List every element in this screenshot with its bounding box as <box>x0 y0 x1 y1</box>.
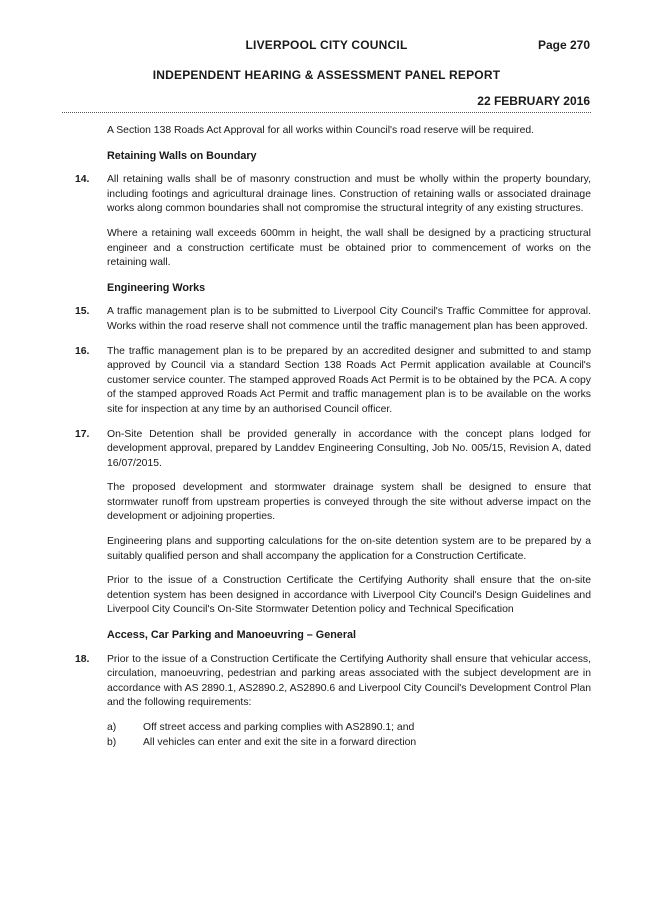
sub-item-text: All vehicles can enter and exit the site in a forward direction <box>143 736 417 748</box>
report-date: 22 FEBRUARY 2016 <box>477 94 590 108</box>
sub-item-label: b) <box>107 736 117 748</box>
report-title: INDEPENDENT HEARING & ASSESSMENT PANEL REPORT <box>152 68 501 82</box>
heading-retaining-walls: Retaining Walls on Boundary <box>107 149 257 162</box>
page-number: Page 270 <box>537 38 590 52</box>
sub-item-b <box>75 736 591 751</box>
condition-number: 15. <box>75 306 90 318</box>
heading-access-parking: Access, Car Parking and Manoeuvring – General <box>107 629 357 642</box>
condition-text: Prior to the issue of a Construction Certificate the Certifying Authority shall ensure that vehicular access, circulation, manoeuvring, pedestrian and parking areas associated with the subject development are in accordance with AS 2890.1, AS2890.2, AS2890.6 and Liverpool City Council's Development Control Plan and the following requirements: <box>107 653 591 709</box>
header-divider <box>62 112 591 113</box>
heading-engineering-works: Engineering Works <box>107 281 206 294</box>
condition-text: All retaining walls shall be of masonry construction and must be wholly within the property boundary, including footings and agricultural drainage lines. Construction of retaining walls or associated drainage works along common boundaries shall not compromise the structural integrity of any existing structures. <box>107 174 591 215</box>
condition-16 <box>75 345 591 418</box>
condition-text: On-Site Detention shall be provided generally in accordance with the concept plans lodged for development approval, prepared by Landdev Engineering Consulting, Job No. 005/15, Revision A, dated 16/07/2015. <box>107 428 591 469</box>
condition-17 <box>75 428 591 472</box>
condition-14-paragraph-2: Where a retaining wall exceeds 600mm in height, the wall shall be designed by a practicing structural engineer and a construction certificate must be obtained prior to commencement of works on the retaining wall. <box>107 227 591 269</box>
condition-17-paragraph-4: Prior to the issue of a Construction Certificate the Certifying Authority shall ensure that the on-site detention system has been designed in accordance with Liverpool City Council's Design Guidelines and Liverpool City Council's On-Site Stormwater Detention policy and Technical Specification <box>107 575 591 616</box>
condition-15 <box>75 305 591 334</box>
document-body <box>75 124 591 750</box>
council-name: LIVERPOOL CITY COUNCIL <box>245 38 408 52</box>
sub-item-a <box>75 721 591 736</box>
condition-number: 17. <box>75 428 90 440</box>
condition-number: 18. <box>75 653 90 665</box>
condition-number: 16. <box>75 345 90 357</box>
sub-item-text: Off street access and parking complies with AS2890.1; and <box>143 722 415 733</box>
sub-item-label: a) <box>107 722 117 733</box>
condition-18 <box>75 653 591 711</box>
condition-text: The traffic management plan is to be prepared by an accredited designer and submitted to and stamp approved by Council via a standard Section 138 Roads Act Permit application available at Council's customer service counter. The stamped approved Roads Act Permit is to be obtained by the PCA. A copy of the stamped approved Roads Act Permit and traffic management plan is to be available on the works site for inspection at any time by an authorised Council officer. <box>107 345 591 415</box>
condition-17-paragraph-2: The proposed development and stormwater drainage system shall be designed to ensure that stormwater runoff from upstream properties is conveyed through the site without adverse impact on the development or adjoining properties. <box>107 482 591 523</box>
intro-paragraph: A Section 138 Roads Act Approval for all works within Council's road reserve will be required. <box>107 125 535 136</box>
condition-number: 14. <box>75 174 90 186</box>
condition-14 <box>75 173 591 217</box>
condition-text: A traffic management plan is to be submitted to Liverpool City Council's Traffic Committee for approval. Works within the road reserve shall not commence until the traffic management plan has been approved. <box>107 306 591 332</box>
condition-17-paragraph-3: Engineering plans and supporting calculations for the on-site detention system are to be prepared by a suitably qualified person and shall accompany the application for a Construction Certificate. <box>107 536 591 562</box>
